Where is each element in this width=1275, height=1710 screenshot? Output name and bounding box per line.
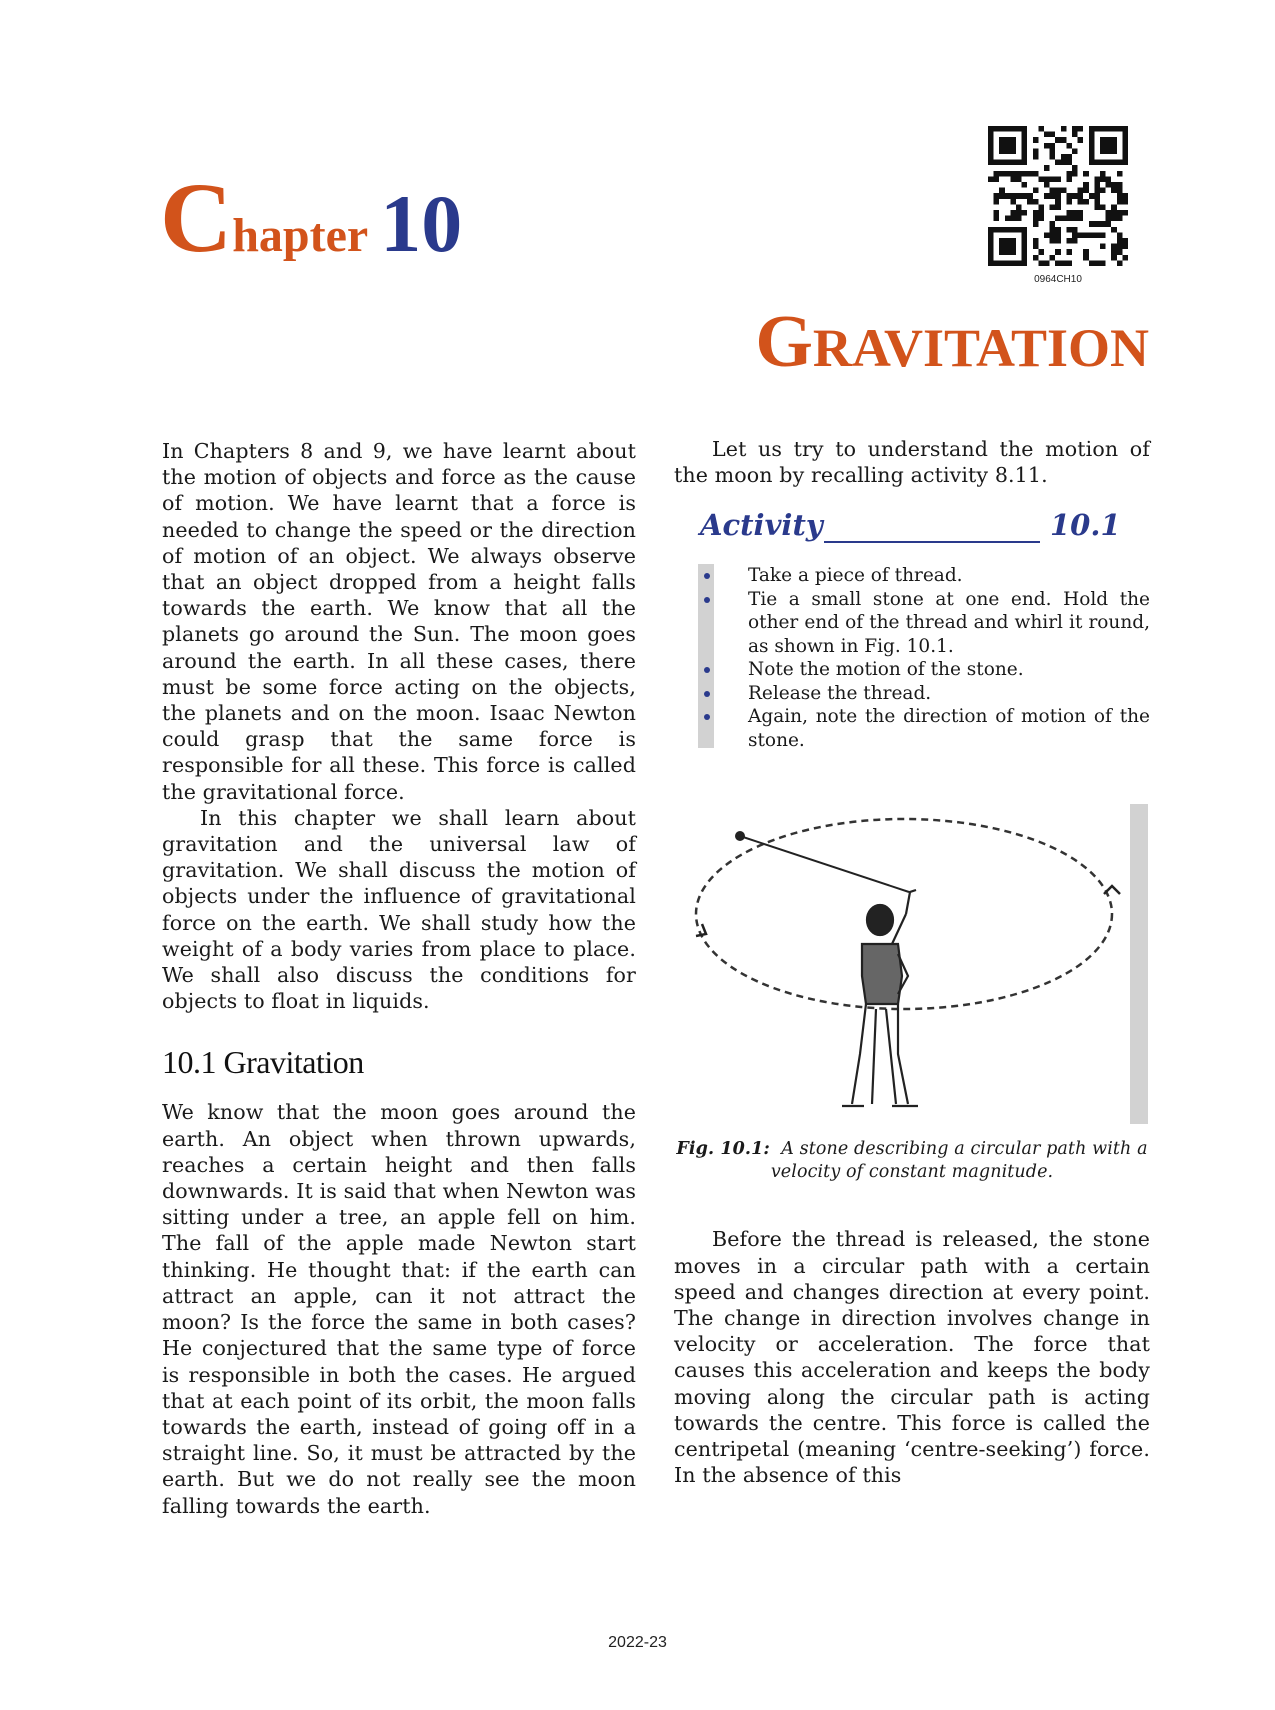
activity-label: Activity <box>700 508 823 543</box>
whirling-stone-illustration <box>684 804 1124 1124</box>
closing-paragraph: Before the thread is released, the stone moves in a circular path with a certain speed and changes direction at every point. The change in direction involves change in velocity or acceleration. The force that causes this acceleration and keeps the body moving along the circular path is acting towards the centre. This force is called the centripetal (meaning ‘centre-seeking’) force. In the absence of this <box>674 1227 1150 1488</box>
chapter-heading <box>160 162 463 273</box>
left-column <box>162 438 636 1519</box>
activity-side-bar <box>698 564 714 748</box>
activity-rule <box>824 541 1040 543</box>
path-arrow-right-icon <box>1104 886 1120 894</box>
circular-path <box>696 819 1112 1009</box>
activity-number: 10.1 <box>1050 508 1121 543</box>
page-footer-year: 2022-23 <box>608 1634 667 1651</box>
chapter-plan-paragraph: In this chapter we shall learn about gravitation and the universal law of gravitation. We shall discuss the motion of objects under the influence of gravitational force on the earth. We shall study how the weight of a body varies from place to place. We shall also discuss the conditions for objects to float in liquids. <box>162 805 636 1014</box>
chapter-title <box>755 300 1149 385</box>
person-figure <box>842 890 918 1106</box>
activity-step: Release the thread. <box>748 682 1150 706</box>
activity-heading <box>700 508 1150 552</box>
figure-caption <box>674 1138 1150 1184</box>
chapter-first-letter: C <box>160 162 233 273</box>
figure-side-bar <box>1130 804 1148 1124</box>
qr-code-icon <box>988 126 1128 266</box>
figure-area <box>674 804 1150 1134</box>
activity-step: Note the motion of the stone. <box>748 658 1150 682</box>
activity-step: Take a piece of thread. <box>748 564 1150 588</box>
section-heading: 10.1 Gravitation <box>162 1044 364 1081</box>
thread <box>740 836 909 892</box>
chapter-title-rest: RAVITATION <box>812 318 1149 378</box>
section-paragraph: We know that the moon goes around the earth. An object when thrown upwards, reaches a certain height and then falls downwards. It is said that when Newton was sitting under a tree, an apple fell on him. The fall of the apple made Newton start thinking. He thought that: if the earth can attract an apple, can it not attract the moon? Is the force the same in both cases? He conjectured that the same type of force is responsible in both the cases. He argued that at each point of its orbit, the moon falls towards the earth, instead of going off in a straight line. So, it must be attracted by the earth. But we do not really see the moon falling towards the earth. <box>162 1100 636 1518</box>
activity-box <box>698 564 1150 752</box>
chapter-number: 10 <box>380 178 463 269</box>
intro-paragraph: In Chapters 8 and 9, we have learnt about the motion of objects and force as the cause of motion. We have learnt that a force is needed to change the speed or the direction of motion of an object. We always observe that an object dropped from a height falls towards the earth. We know that all the planets go around the Sun. The moon goes around the earth. In all these cases, there must be some force acting on the objects, the planets and on the moon. Isaac Newton could grasp that the same force is responsible for all these. This force is called the gravitational force. <box>162 439 636 804</box>
activity-step: Tie a small stone at one end. Hold the other end of the thread and whirl it round, as shown in Fig. 10.1. <box>748 588 1150 657</box>
chapter-title-first-letter: G <box>755 301 813 383</box>
qr-code-label: 0964CH10 <box>1034 274 1082 285</box>
stone <box>735 831 745 841</box>
activity-steps <box>748 564 1150 752</box>
chapter-word: hapter <box>232 209 369 262</box>
right-column <box>674 436 1150 1488</box>
activity-step: Again, note the direction of motion of the stone. <box>748 706 1150 751</box>
figure-label: Fig. 10.1: <box>676 1139 770 1160</box>
figure-caption-text: A stone describing a circular path with a velocity of constant magnitude. <box>770 1139 1148 1183</box>
lead-paragraph: Let us try to understand the motion of the moon by recalling activity 8.11. <box>674 437 1150 488</box>
